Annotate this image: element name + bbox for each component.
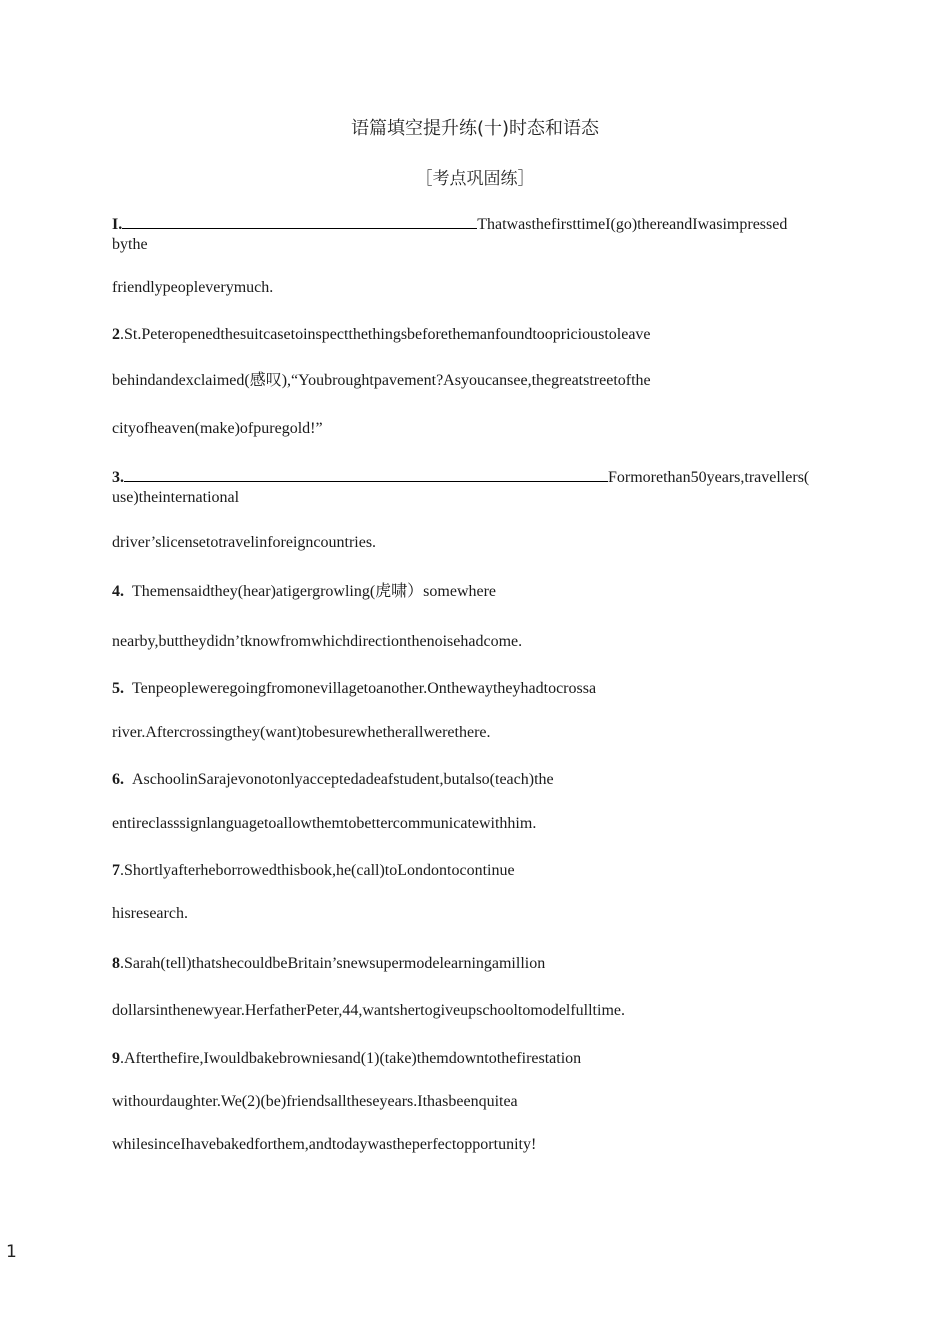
question-2-line-1 (112, 325, 651, 345)
question-text: use)theinternational (112, 489, 240, 506)
question-text: dollarsinthenewyear.HerfatherPeter,44,wantshertogiveupschooltomodelfulltime. (112, 1002, 625, 1019)
question-1-line-3 (112, 278, 273, 298)
question-7-line-1 (112, 861, 515, 881)
answer-blank[interactable] (124, 467, 608, 482)
section-subtitle: ［考点巩固练］ (415, 169, 535, 189)
question-4-line-1 (112, 582, 496, 602)
question-text: .Shortlyafterheborrowedthisbook,he(call)toLondontocontinue (120, 862, 515, 879)
question-text: Themensaidthey(hear)atigergrowling(虎啸）somewhere (132, 583, 497, 600)
question-text: .St.Peteropenedthesuitcasetoinspectthethingsbeforethemanfoundtoopricioustoleave (120, 326, 651, 343)
question-text: river.Aftercrossingthey(want)tobesurewhetherallwerethere. (112, 724, 491, 741)
question-number: 3. (112, 469, 124, 486)
question-2-line-2 (112, 371, 651, 391)
question-number: 6. (112, 771, 124, 788)
question-1-line-1 (112, 214, 787, 235)
question-3-line-2 (112, 488, 239, 508)
question-text: .Sarah(tell)thatshecouldbeBritain’snewsupermodelearningamillion (120, 955, 546, 972)
question-text: .Afterthefire,Iwouldbakebrowniesand(1)(take)themdowntothefirestation (120, 1050, 582, 1067)
question-text: cityofheaven(make)ofpuregold!” (112, 420, 323, 437)
question-number: 5. (112, 680, 124, 697)
question-text: AschoolinSarajevonotonlyacceptedadeafstudent,butalso(teach)the (132, 771, 554, 788)
question-text: whilesinceIhavebakedforthem,andtodaywastheperfectopportunity! (112, 1136, 537, 1153)
question-text: bythe (112, 236, 148, 253)
question-7-line-2 (112, 904, 188, 924)
question-9-line-3 (112, 1135, 536, 1155)
question-8-line-1 (112, 954, 545, 974)
question-9-line-1 (112, 1049, 581, 1069)
question-4-line-2 (112, 632, 522, 652)
question-5-line-2 (112, 723, 491, 743)
question-2-line-3 (112, 419, 323, 439)
question-5-line-1 (112, 679, 596, 699)
question-9-line-2 (112, 1092, 518, 1112)
question-number: 8 (112, 955, 120, 972)
question-6-line-1 (112, 770, 554, 790)
question-text: hisresearch. (112, 905, 188, 922)
question-text: behindandexclaimed(感叹),“Youbroughtpavement?Asyoucansee,thegreatstreetofthe (112, 372, 651, 389)
question-6-line-2 (112, 814, 536, 834)
answer-blank[interactable] (122, 214, 477, 229)
question-1-line-2 (112, 235, 148, 255)
question-number: I. (112, 216, 123, 233)
question-text: entireclasssignlanguagetoallowthemtobettercommunicatewithhim. (112, 815, 537, 832)
question-text: ThatwasthefirsttimeI(go)thereandIwasimpressed (477, 216, 788, 233)
question-text: Formorethan50years,travellers( (608, 469, 810, 486)
question-number: 4. (112, 583, 124, 600)
question-number: 9 (112, 1050, 120, 1067)
question-text: withourdaughter.We(2)(be)friendsalltheseyears.Ithasbeenquitea (112, 1093, 518, 1110)
page-title: 语篇填空提升练(十)时态和语态 (350, 118, 600, 139)
question-8-line-2 (112, 1001, 625, 1021)
question-number: 2 (112, 326, 120, 343)
page-number: 1 (6, 1242, 17, 1262)
question-3-line-3 (112, 533, 376, 553)
question-text: friendlypeopleverymuch. (112, 279, 274, 296)
question-3-line-1 (112, 467, 809, 488)
question-text: nearby,buttheydidn’tknowfromwhichdirectionthenoisehadcome. (112, 633, 523, 650)
question-number: 7 (112, 862, 120, 879)
question-text: Tenpeopleweregoingfromonevillagetoanother.Onthewaytheyhadtocrossa (132, 680, 597, 697)
question-text: driver’slicensetotravelinforeigncountries. (112, 534, 377, 551)
